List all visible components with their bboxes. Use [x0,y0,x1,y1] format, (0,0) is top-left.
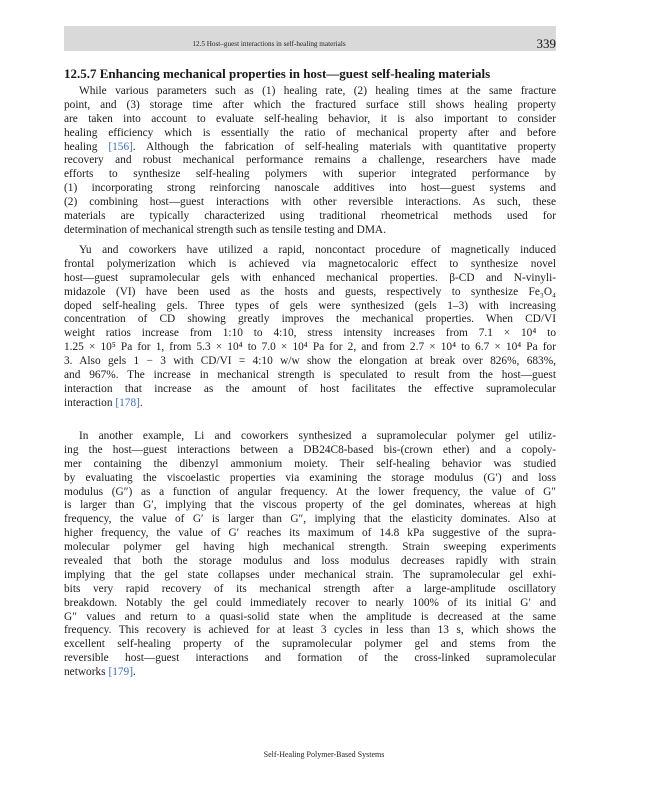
text-line: and 967%. The increase in mechanical strength is speculated to result from the host—guest [64,369,556,382]
text-line: efforts to synthesize self-healing polymers with superior integrated performance by [64,168,556,181]
text-line: concentration of CD showing greatly improves the mechanical properties. When CD/VI [64,313,556,326]
text-line: reversible host—guest interactions and formation of the cross-linked supramolecular [64,652,556,665]
paragraph-3 [64,430,556,680]
text-line: frequency, the value of G′ is larger than G″, implying that the elasticity dominates. Also at [64,513,556,526]
text-line: bits very rapid recovery of its mechanical strength after a large-amplitude oscillatory [64,582,556,595]
text-line: interaction [178]. [64,396,143,409]
running-head: 12.5 Host–guest interactions in self-healing materials [192,40,346,48]
text-line: weight ratios increase from 1:10 to 4:10, stress intensity increases from 7.1 × 10⁴ to [64,327,556,340]
text-line: is larger than G′, implying that the viscous property of the gel dominates, whereas at high [64,499,556,512]
citation-link[interactable]: [156] [108,140,133,153]
text-line: host—guest supramolecular gels with enhanced mechanical properties. β-CD and N-vinyli- [64,271,556,284]
citation-link[interactable]: [178] [115,396,140,409]
footer-book-title: Self-Healing Polymer-Based Systems [263,750,385,759]
text-line: In another example, Li and coworkers synthesized a supramolecular polymer gel utiliz- [79,430,556,442]
text-line: midazole (VI) have been used as the hosts and guests, respectively to synthesize Fe₃O₄ [64,285,556,298]
text-line: doped self-healing gels. Three types of gels were synthesized (gels 1–3) with increasing [64,299,556,312]
text-line: 3. Also gels 1 − 3 with CD/VI = 4:10 w/w show the elongation at break over 826%, 683%, [64,355,556,368]
text-line: healing efficiency which is essentially the ratio of mechanical property after and before [64,126,556,139]
section-number: 12.5.7 [64,66,97,81]
text-line: molecular polymer gel having high mechanical strength. Strain sweeping experiments [64,541,556,554]
text-line: higher frequency, the value of G′ reaches its maximum of 14.8 kPa suggestive of the supra- [64,527,556,540]
text-line: frequency. This recovery is achieved for at least 3 cycles in less than 13 s, which shows the [64,624,556,637]
text-line: modulus (G″) as a function of angular frequency. At the lower frequency, the value of G″ [64,485,556,498]
text-line: mer containing the dibenzyl ammonium moiety. Their self-healing behavior was studied [64,457,556,470]
text-line: While various parameters such as (1) healing rate, (2) healing times at the same fracture [79,85,556,97]
text-line: networks [179]. [64,666,136,679]
paragraph-1 [64,85,556,238]
text-line: recovery and robust mechanical performance remains a challenge, researchers have made [64,154,556,167]
text-line: determination of mechanical strength such as tensile testing and DMA. [64,223,386,236]
text-line: (2) combining host—guest interactions with other reversible interactions. As such, these [64,196,556,209]
page-number: 339 [536,36,556,51]
section-title: Enhancing mechanical properties in host—guest self-healing materials [99,66,491,81]
text-line: are taken into account to evaluate self-healing behavior, it is also important to consider [64,112,556,125]
text-line: healing [156]. Although the fabrication of self-healing materials with quantitative property [64,140,557,153]
text-line: materials are typically characterized using traditional rheometrical methods used for [64,210,556,223]
paragraph-2 [64,244,556,411]
text-line: implying that the gel state collapses under mechanical strain. The supramolecular gel exhi- [64,568,556,581]
text-line: revealed that both the storage modulus and loss modulus decreases rapidly with strain [64,555,556,568]
text-line: interaction that increase as the amount of host facilitates the effective supramolecular [64,382,556,395]
text-line: G″ values and return to a quasi-solid state when the amplitude is decreased at the same [64,610,556,623]
citation-link[interactable]: [179] [108,666,134,679]
text-line: (1) incorporating strong reinforcing nanoscale additives into host—guest systems and [64,182,556,195]
text-line: frontal polymerization which is achieved via magnetocaloric effect to synthesize novel [64,257,556,270]
text-line: ing the host—guest interactions between a DB24C8-based bis-(crown ether) and a copoly- [64,443,556,456]
text-line: point, and (3) storage time after which the fractured surface still shows healing property [64,98,556,111]
text-line: excellent self-healing property of the supramolecular polymer gel and stems from the [64,638,556,651]
text-line: breakdown. Notably the gel could immediately recover to nearly 100% of its initial G′ and [64,596,556,609]
text-line: by evaluating the viscoelastic properties via examining the storage modulus (G′) and loss [64,471,556,484]
text-line: Yu and coworkers have utilized a rapid, noncontact procedure of magnetically induced [79,244,556,256]
section-heading [64,66,556,82]
text-line: 1.25 × 10⁵ Pa for 1, from 5.3 × 10⁴ to 7.0 × 10⁴ Pa for 2, and from 2.7 × 10⁴ to 6.7 × 10⁴ Pa for [64,341,556,354]
